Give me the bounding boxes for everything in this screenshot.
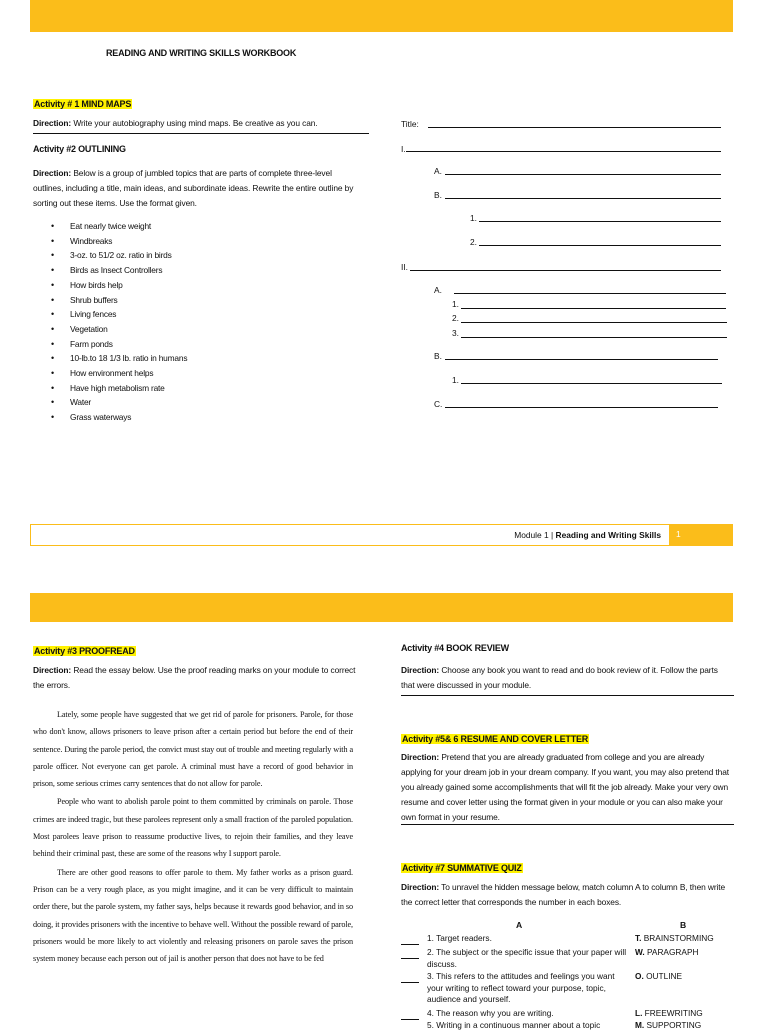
outline-I-label: I. [401,144,406,154]
activity56-heading: Activity #5& 6 RESUME AND COVER LETTER [402,734,589,744]
list-item: • Windbreaks [48,234,308,249]
list-item: • Eat nearly twice weight [48,219,308,234]
outline-IB-line[interactable] [445,198,721,199]
outline-IB2-line[interactable] [479,245,721,246]
quiz-b-item [635,947,698,959]
outline-title-label: Title: [401,119,419,129]
activity7-direction-text: To unravel the hidden message below, match column A to column B, then write the correct letter that corresponds the number in each boxes. [401,882,726,907]
quiz-b-item [635,1008,703,1020]
outline-IIA-label: A. [434,285,442,295]
quiz-a-item: 3. This refers to the attitudes and feelings you want your writing to reflect toward your purpose, topic, audience and yourself. [427,971,615,1004]
outline-IB-label: B. [434,190,442,200]
quiz-row-4 [401,1008,425,1020]
outline-IIA2-line[interactable] [461,322,727,323]
activity2-heading: Activity #2 OUTLINING [33,144,126,154]
outline-IIA3-line[interactable] [461,337,727,338]
outline-IIA2-label: 2. [452,313,459,323]
list-item: • Shrub buffers [48,293,308,308]
activity4-direction-text: Choose any book you want to read and do book review of it. Follow the parts that were discussed in your module. [401,665,718,690]
activity3-heading-wrap [33,641,136,659]
b-letter: O. [635,971,644,981]
list-item: • Living fences [48,307,308,322]
quiz-b-item [635,933,714,945]
activity56-divider [401,824,734,825]
activity7-heading: Activity #7 SUMMATIVE QUIZ [402,863,522,873]
outline-IIB-line[interactable] [445,359,718,360]
quiz-b-item [635,1020,701,1032]
activity56-heading-wrap [401,729,589,747]
activity7-direction [401,880,735,910]
activity1-direction-text: Write your autobiography using mind maps. Be creative as you can. [71,118,318,128]
answer-blank[interactable] [401,1011,419,1020]
activity2-direction-label: Direction: [33,168,72,178]
page2-header-band [30,593,733,622]
list-item: • How birds help [48,278,308,293]
activity3-direction-label: Direction: [33,665,72,675]
activity4-direction [401,663,733,693]
quiz-row-1 [401,933,425,945]
outline-IIC-line[interactable] [445,407,718,408]
b-text: FREEWRITING [642,1008,703,1018]
outline-IIA1-label: 1. [452,299,459,309]
outline-IB1-label: 1. [470,213,477,223]
outline-IB1-line[interactable] [479,221,721,222]
b-text: BRAINSTORMING [641,933,714,943]
outline-IIA1-line[interactable] [461,308,726,309]
column-a-header: A [516,920,523,930]
outline-II-label: II. [401,262,408,272]
b-letter: L. [635,1008,643,1018]
quiz-row-2 [401,947,425,959]
b-text: SUPPORTING [644,1020,702,1030]
outline-IIA-line[interactable] [454,293,726,294]
activity2-direction-text: Below is a group of jumbled topics that are parts of complete three-level outlines, including a title, main ideas, and subordinate ideas. Rewrite the entire outline by sorting out these items. Use the format given. [33,168,354,208]
outline-IIB1-label: 1. [452,375,459,385]
outline-IIB1-line[interactable] [461,383,722,384]
activity1-heading: Activity # 1 MIND MAPS [34,99,132,109]
page1-header-band [30,0,733,32]
footer-page-box [669,525,732,545]
essay-paragraph-2: People who want to abolish parole point to them committed by criminals on parole. Those crimes are indeed tragic, but these parolees represent only a small fraction of the paroled population. Most parolees leave prison to reassume productive lives, to rejoin their families, and they leave behind their criminal past, these are some of the reasons why I support parole. [33,797,353,859]
outline-II-line[interactable] [410,270,721,271]
activity4-direction-label: Direction: [401,665,440,675]
answer-blank[interactable] [401,974,419,983]
list-item: • 3-oz. to 51/2 oz. ratio in birds [48,248,308,263]
footer-subject: Reading and Writing Skills [555,530,661,540]
column-b-header: B [680,920,687,930]
outline-IA-line[interactable] [445,174,721,175]
list-item: • 10-lb.to 18 1/3 lb. ratio in humans [48,351,308,366]
footer-module-text [514,530,661,540]
activity1-divider [33,133,369,134]
outline-title-line[interactable] [428,127,721,128]
activity7-heading-wrap [401,858,523,876]
quiz-a-item: 1. Target readers. [427,933,492,943]
list-item: • How environment helps [48,366,308,381]
jumbled-topics-list [48,219,308,425]
outline-IIA3-label: 3. [452,328,459,338]
workbook-title: READING AND WRITING SKILLS WORKBOOK [106,48,297,58]
essay-paragraph-1: Lately, some people have suggested that we get rid of parole for prisoners. Parole, for those who don't know, allows prisoners to leave prison after a certain period but before the end of their sentence. During the parole period, the convict must stay out of trouble and meeting regularly with a parole officer. Not everyone can get parole. A criminal must have a record of good behavior in prison, some serious crimes carry sentences that do not allow for parole. [33,710,353,789]
footer-module-label: Module 1 | [514,530,556,540]
page-number: 1 [676,529,681,539]
page1-footer [30,524,733,546]
outline-IIB-label: B. [434,351,442,361]
quiz-a-item: 4. The reason why you are writing. [427,1008,554,1018]
outline-IB2-label: 2. [470,237,477,247]
activity3-direction-text: Read the essay below. Use the proof reading marks on your module to correct the errors. [33,665,356,690]
outline-I-line[interactable] [406,151,721,152]
quiz-b-item [635,971,682,983]
activity56-direction-text: Pretend that you are already graduated from college and you are already applying for your dream job in your dream company. If you want, you may also pretend that you already gained some accomplishments that will fit the job already. Make your very own resume and cover letter using the format given in your module or you can also make your own format in your resume. [401,752,729,822]
answer-blank[interactable] [401,936,419,945]
quiz-a-item: 5. Writing in a continuous manner about a topic [427,1020,601,1030]
answer-blank[interactable] [401,950,419,959]
activity3-heading: Activity #3 PROOFREAD [34,646,135,656]
proofread-essay [33,706,353,967]
activity4-divider [401,695,734,696]
b-letter: M. [635,1020,645,1030]
activity2-direction [33,166,363,211]
activity7-direction-label: Direction: [401,882,440,892]
activity1-direction [33,116,369,131]
activity1-heading-wrap [33,94,132,112]
activity56-direction-label: Direction: [401,752,440,762]
essay-paragraph-3: There are other good reasons to offer parole to them. My father works as a prison guard. Prison can be a very rough place, as you might imagine, and it can be very difficult to maintain order there, but the parole system, my father says, helps because it rewards good behavior, and in so doing, it provides prisoners with the incentive to behave well. Without the possible reward of parole, prisoners would be more likely to act violently and releasing prisoners on parole saves the prison system money because each person out of jail is another person that does not have to be fed [33,867,353,964]
list-item: • Have high metabolism rate [48,381,308,396]
activity56-direction [401,750,735,825]
list-item: • Birds as Insect Controllers [48,263,308,278]
outline-IIC-label: C. [434,399,443,409]
list-item: • Farm ponds [48,337,308,352]
quiz-row-3 [401,971,425,983]
quiz-a-item: 2. The subject or the specific issue that your paper will discuss. [427,947,627,969]
list-item: • Water [48,395,308,410]
b-letter: T. [635,933,642,943]
activity4-heading: Activity #4 BOOK REVIEW [401,643,509,653]
outline-IA-label: A. [434,166,442,176]
list-item: • Grass waterways [48,410,308,425]
activity1-direction-label: Direction: [33,118,72,128]
b-letter: W. [635,947,645,957]
activity3-direction [33,663,363,693]
list-item: • Vegetation [48,322,308,337]
b-text: OUTLINE [643,971,683,981]
b-text: PARAGRAPH [644,947,699,957]
